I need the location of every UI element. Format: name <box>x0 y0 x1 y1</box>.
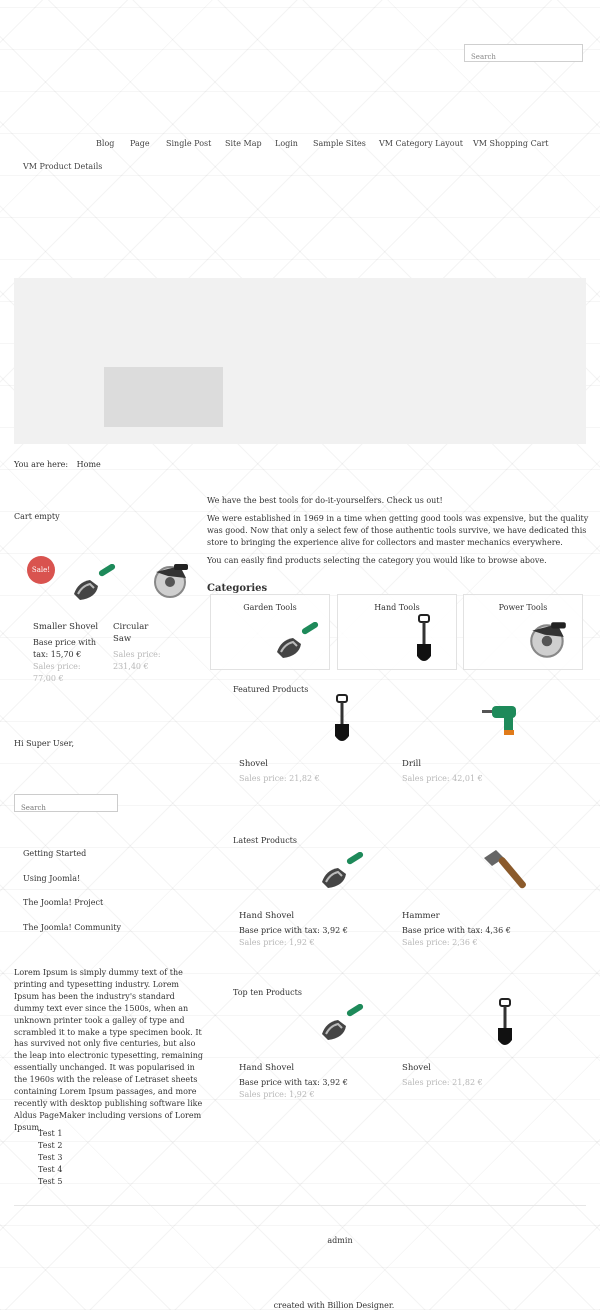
featured-product-2-sales-price: Sales price: 42,01 € <box>402 774 483 783</box>
circular-saw-image[interactable] <box>150 560 192 602</box>
cart-status: Cart empty <box>14 512 60 521</box>
breadcrumb <box>14 459 101 471</box>
category-power-tools-title[interactable]: Power Tools <box>498 603 548 612</box>
sidebar-product-2-sales-price: Sales price: 231,40 € <box>113 650 161 671</box>
footer-credit: created with Billion Designer. <box>273 1301 395 1310</box>
menu-item-site-map[interactable]: Site Map <box>225 139 262 148</box>
latest-products-heading: Latest Products <box>233 836 297 845</box>
footer-admin-link[interactable]: admin <box>327 1236 353 1245</box>
shovel-image[interactable] <box>332 694 352 746</box>
category-hand-tools-title[interactable]: Hand Tools <box>374 603 420 612</box>
latest-product-2 <box>402 910 511 949</box>
sidebar-link-using-joomla[interactable]: Using Joomla! <box>23 874 81 883</box>
drill-image[interactable] <box>482 702 524 736</box>
sidebar-product-1 <box>33 621 103 685</box>
top-ten-product-1-name[interactable]: Hand Shovel <box>239 1063 295 1073</box>
top-hand-shovel-image[interactable] <box>318 1004 368 1044</box>
sidebar-search-input[interactable]: Search <box>14 794 118 812</box>
featured-product-1-sales-price: Sales price: 21,82 € <box>239 774 320 783</box>
latest-product-2-sales-price: Sales price: 2,36 € <box>402 938 478 947</box>
sidebar-link-getting-started[interactable]: Getting Started <box>23 849 87 858</box>
intro-text <box>207 495 590 567</box>
breadcrumb-label: You are here: <box>14 460 69 469</box>
sidebar-product-2 <box>113 621 163 673</box>
featured-product-2 <box>402 758 483 785</box>
sidebar-link-joomla-project[interactable]: The Joomla! Project <box>23 898 104 907</box>
categories-heading: Categories <box>207 583 268 594</box>
garden-tools-image[interactable] <box>273 622 323 662</box>
breadcrumb-home-link[interactable]: Home <box>76 460 101 469</box>
top-ten-product-1-base-price: Base price with tax: 3,92 € <box>239 1078 348 1087</box>
intro-paragraph-2: We were established in 1969 in a time when getting good tools was expensive, but the quality was good. Now that only a select few of those authentic tools survive, we have dedicated this store to bringing the experience alive for collectors and master mechanics everywhere. <box>207 514 589 547</box>
hand-tools-image[interactable] <box>414 614 434 666</box>
test-list <box>38 1128 62 1188</box>
sidebar-link-joomla-community[interactable]: The Joomla! Community <box>23 923 121 932</box>
sidebar-product-1-base-price: Base price with tax: 15,70 € <box>33 638 97 659</box>
test-item[interactable]: Test 1 <box>38 1129 63 1138</box>
featured-product-1 <box>239 758 320 785</box>
category-garden-tools-title[interactable]: Garden Tools <box>243 603 297 612</box>
lorem-ipsum-text: Lorem Ipsum is simply dummy text of the printing and typesetting industry. Lorem Ipsum has been the industry's standard dummy text ever since the 1500s, when an unknown printer took a galley of type and scrambled it to make a type specimen book. It has survived not only five centuries, but also the leap into electronic typesetting, remaining essentially unchanged. It was popularised in the 1960s with the release of Letraset sheets containing Lorem Ipsum passages, and more recently with desktop publishing software like Aldus PageMaker including versions of Lorem Ipsum. <box>14 968 203 1132</box>
featured-products-heading: Featured Products <box>233 685 309 694</box>
test-item[interactable]: Test 3 <box>38 1153 63 1162</box>
featured-product-2-name[interactable]: Drill <box>402 759 422 769</box>
power-tools-image[interactable] <box>526 618 570 662</box>
menu-item-vm-category-layout[interactable]: VM Category Layout <box>379 139 463 148</box>
login-greeting: Hi Super User, <box>14 739 75 748</box>
banner-slideshow <box>14 278 586 444</box>
latest-product-2-name[interactable]: Hammer <box>402 911 440 921</box>
smaller-shovel-image[interactable] <box>70 564 120 604</box>
menu-item-vm-shopping-cart[interactable]: VM Shopping Cart <box>473 139 549 148</box>
test-item[interactable]: Test 4 <box>38 1165 63 1174</box>
latest-product-1-base-price: Base price with tax: 3,92 € <box>239 926 348 935</box>
latest-product-1-sales-price: Sales price: 1,92 € <box>239 938 315 947</box>
sidebar-product-2-name[interactable]: Circular Saw <box>113 622 149 644</box>
test-item[interactable]: Test 5 <box>38 1177 63 1186</box>
latest-product-1-name[interactable]: Hand Shovel <box>239 911 295 921</box>
menu-item-blog[interactable]: Blog <box>96 139 115 148</box>
top-ten-products-heading: Top ten Products <box>233 988 302 997</box>
top-ten-product-1 <box>239 1062 348 1101</box>
intro-paragraph-3: You can easily find products selecting the category you would like to browse above. <box>207 556 547 565</box>
menu-item-single-post[interactable]: Single Post <box>166 139 212 148</box>
header-search-input[interactable]: Search <box>464 44 583 62</box>
menu-item-vm-product-details[interactable]: VM Product Details <box>23 162 103 171</box>
menu-item-page[interactable]: Page <box>130 139 150 148</box>
banner-image <box>104 367 223 427</box>
menu-item-login[interactable]: Login <box>275 139 298 148</box>
featured-product-1-name[interactable]: Shovel <box>239 759 268 769</box>
hand-shovel-image[interactable] <box>318 852 368 892</box>
intro-paragraph-1: We have the best tools for do-it-yourselfers. Check us out! <box>207 496 443 505</box>
top-shovel-image[interactable] <box>495 998 515 1050</box>
top-ten-product-2 <box>402 1062 483 1089</box>
menu-item-sample-sites[interactable]: Sample Sites <box>313 139 366 148</box>
sidebar-product-1-name[interactable]: Smaller Shovel <box>33 622 99 632</box>
hammer-image[interactable] <box>482 848 528 894</box>
sidebar-product-1-sales-price: Sales price: 77,00 € <box>33 662 81 683</box>
top-ten-product-2-name[interactable]: Shovel <box>402 1063 431 1073</box>
footer-divider <box>14 1205 586 1206</box>
test-item[interactable]: Test 2 <box>38 1141 63 1150</box>
top-ten-product-1-sales-price: Sales price: 1,92 € <box>239 1090 315 1099</box>
latest-product-1 <box>239 910 348 949</box>
top-ten-product-2-sales-price: Sales price: 21,82 € <box>402 1078 483 1087</box>
latest-product-2-base-price: Base price with tax: 4,36 € <box>402 926 511 935</box>
sale-badge: Sale! <box>27 556 55 584</box>
